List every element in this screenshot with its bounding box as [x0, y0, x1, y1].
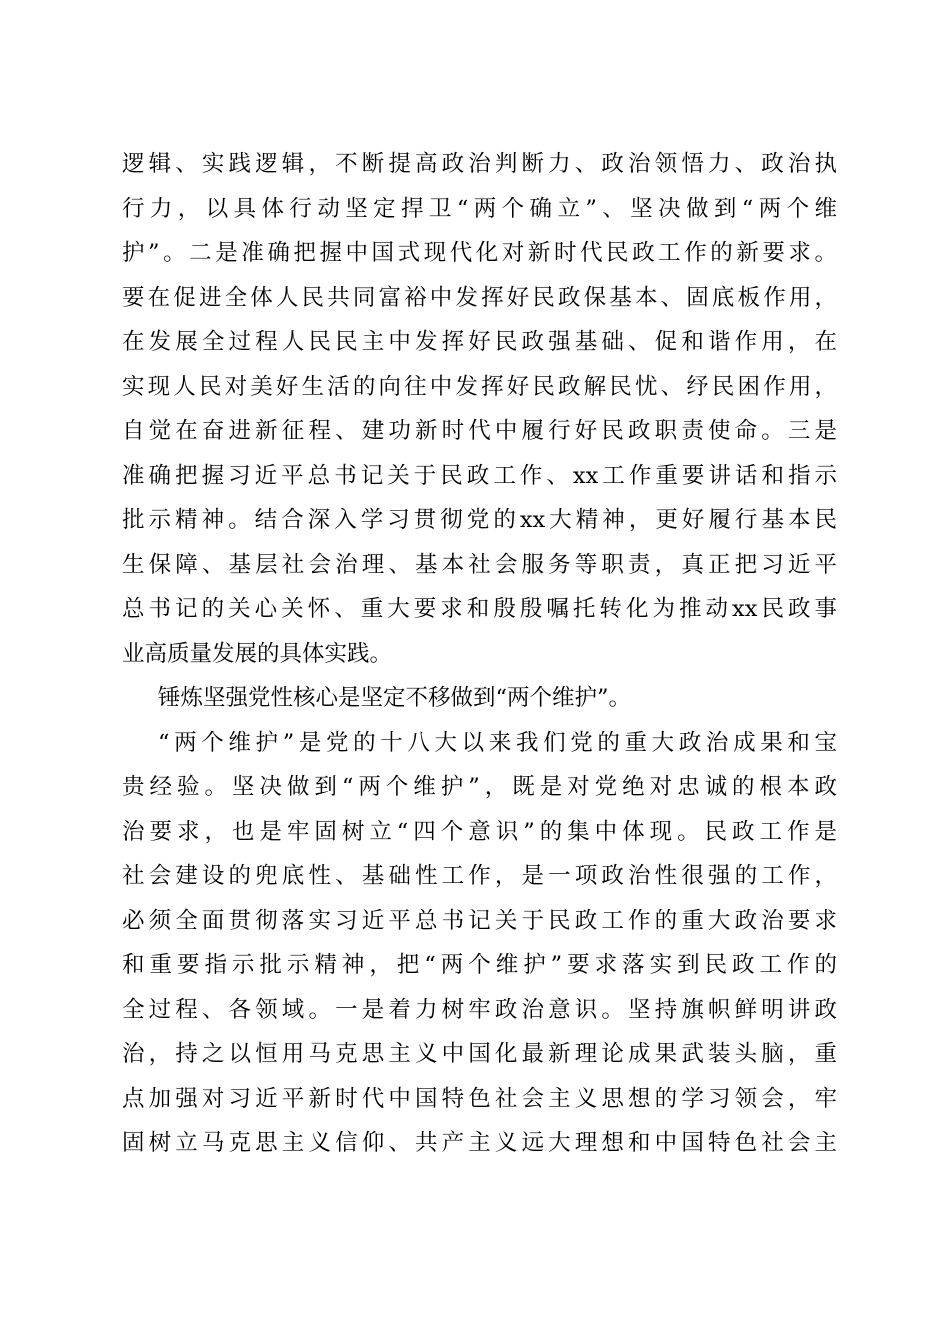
- text-line: 业高质量发展的具体实践。: [122, 640, 393, 667]
- text-line: 在发展全过程人民民主中发挥好民政强基础、促和谐作用，在: [122, 329, 837, 355]
- text-line: 必须全面贯彻落实习近平总书记关于民政工作的重大政治要求: [122, 907, 837, 934]
- text-line: 固树立马克思主义信仰、共产主义远大理想和中国特色社会主: [122, 1130, 837, 1156]
- paragraph-continuation: [122, 142, 837, 676]
- text-line: 要在促进全体人民共同富裕中发挥好民政保基本、固底板作用，: [122, 284, 837, 311]
- text-line: 护”。二是准确把握中国式现代化对新时代民政工作的新要求。: [122, 240, 837, 266]
- section-heading: [122, 676, 837, 721]
- text-line: 治，持之以恒用马克思主义中国化最新理论成果武装头脑，重: [122, 1041, 837, 1067]
- text-line: 自觉在奋进新征程、建功新时代中履行好民政职责使命。三是: [122, 418, 837, 444]
- text-line: 社会建设的兜底性、基础性工作，是一项政治性很强的工作，: [122, 863, 837, 889]
- document-body: [122, 142, 837, 1166]
- text-line: 贵经验。坚决做到“两个维护”，既是对党绝对忠诚的根本政: [122, 774, 837, 800]
- text-line: 生保障、基层社会治理、基本社会服务等职责，真正把习近平: [122, 551, 837, 578]
- text-line: 点加强对习近平新时代中国特色社会主义思想的学习领会，牢: [122, 1085, 837, 1112]
- text-line: 和重要指示批示精神，把“两个维护”要求落实到民政工作的: [122, 952, 837, 978]
- heading-line: 锤炼坚强党性核心是坚定不移做到“两个维护”。: [158, 685, 632, 711]
- text-line: 准确把握习近平总书记关于民政工作、xx工作重要讲话和指示: [122, 462, 837, 489]
- text-line: 治要求，也是牢固树立“四个意识”的集中体现。民政工作是: [122, 818, 837, 845]
- text-line: “两个维护”是党的十八大以来我们党的重大政治成果和宝: [158, 729, 837, 756]
- text-line: 实现人民对美好生活的向往中发挥好民政解民忧、纾民困作用，: [122, 373, 837, 400]
- text-line: 批示精神。结合深入学习贯彻党的xx大精神，更好履行基本民: [122, 507, 837, 533]
- text-line: 全过程、各领域。一是着力树牢政治意识。坚持旗帜鲜明讲政: [122, 996, 837, 1023]
- text-line: 行力，以具体行动坚定捍卫“两个确立”、坚决做到“两个维: [122, 195, 837, 222]
- text-line: 总书记的关心关怀、重大要求和殷殷嘱托转化为推动xx民政事: [122, 596, 837, 622]
- paragraph: [122, 721, 837, 1166]
- text-line: 逻辑、实践逻辑，不断提高政治判断力、政治领悟力、政治执: [122, 151, 837, 177]
